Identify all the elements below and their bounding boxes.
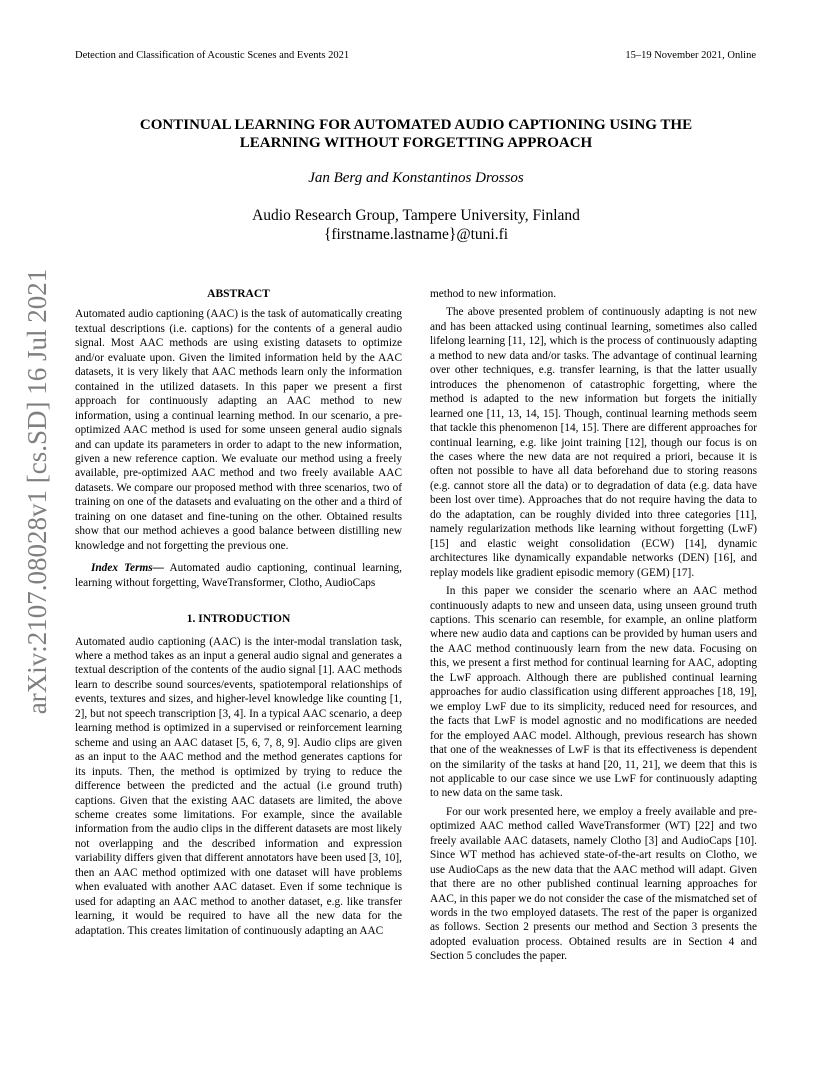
affiliation: Audio Research Group, Tampere University, Finland <box>252 207 580 224</box>
email: {firstname.lastname}@tuni.fi <box>323 226 509 243</box>
intro-paragraph-1: Automated audio captioning (AAC) is the inter-modal translation task, where a method takes as an input a general audio signal and generates a textual description of the contents of the audio signal [1]. AAC methods learn to describe sound sources/events, spatiotemporal relationships of events, textures and sizes, and higher-level knowledge like counting [1, 2], but not speech transcription [3, 4]. In a typical AAC scenario, a deep learning method is optimized in a supervised or reinforcement learning scheme and using an AAC dataset [5, 6, 7, 8, 9]. Audio clips are given as an input to the AAC method and the method generates captions for its inputs. Then, the method is optimized by trying to reduce the difference between the predicted and the actual (i.e ground truth) captions. Given that the existing AAC datasets are limited, the above scheme creates some limitations. For example, since the available information from the audio clips in the different datasets are most likely not overlapping and the described information and expression variability differs given that different annotators have been used [3, 10], then an AAC method optimized with one dataset will have problems when evaluated with another AAC dataset. Even if some technique is used for adapting an AAC method to another dataset, e.g. like transfer learning, it would be required to have all the new data for the adaptation. This creates limitation of continuously adapting an AAC <box>75 635 402 937</box>
conference-header: Detection and Classification of Acoustic Scenes and Events 2021 <box>75 50 350 61</box>
left-column <box>75 287 402 938</box>
index-terms-text: Automated audio captioning, continual learning, learning without forgetting, WaveTransformer, Clotho, AudioCaps <box>75 562 402 589</box>
authors: Jan Berg and Konstantinos Drossos <box>308 170 524 186</box>
intro-paragraph-3: In this paper we consider the scenario where an AAC method continuously adapts to new and unseen data, using unseen ground truth captions. This scenario can resemble, for example, an online platform where new audio data and captions can be provided by human users and the AAC method continuously learn from the new data. Focusing on this, we present a first method for continual learning for AAC, adopting the LwF approach. Although there are published continual learning approaches for audio classification using different approaches [18, 19], we employ LwF due to its simplicity, reduced need for resources, and the facts that LwF is model agnostic and no modifications are needed for the employed AAC model. Although, previous research has shown that one of the weaknesses of LwF is that its effectiveness is dependent on the similarity of the tasks at hand [20, 11, 21], we deem that this is not applicable to our case since we use LwF for continuously adapting to new data on the same task. <box>430 585 757 800</box>
arxiv-stamp-text: arXiv:2107.08028v1 [cs.SD] 16 Jul 2021 <box>22 268 53 714</box>
affiliation-block <box>75 206 757 244</box>
title-line-2: LEARNING WITHOUT FORGETTING APPROACH <box>239 135 593 151</box>
right-column <box>430 287 757 964</box>
paper-title <box>75 116 757 152</box>
conference-dates: 15–19 November 2021, Online <box>625 50 756 61</box>
intro-paragraph-4: For our work presented here, we employ a freely available and pre-optimized AAC method called WaveTransformer (WT) [22] and two freely available AAC datasets, namely Clotho [3] and AudioCaps [10]. Since WT method has achieved state-of-the-art results on Clotho, we use AudioCaps as the new data that the AAC method will adapt. Given that there are no other published continual learning approaches for AAC, in this paper we do not consider the case of the mismatched set of words in the two employed datasets. The rest of the paper is organized as follows. Section 2 presents our method and Section 3 presents the adopted evaluation process. Obtained results are in Section 4 and Section 5 concludes the paper. <box>430 805 757 963</box>
title-line-1: CONTINUAL LEARNING FOR AUTOMATED AUDIO CAPTIONING USING THE <box>139 117 693 133</box>
index-terms-label: Index Terms— <box>91 562 164 575</box>
introduction-heading: 1. INTRODUCTION <box>186 613 291 626</box>
arxiv-stamp <box>14 268 62 714</box>
intro-continuation: method to new information. <box>430 288 557 300</box>
abstract-text: Automated audio captioning (AAC) is the task of automatically creating textual descriptions (i.e. captions) for the contents of a general audio signal. Most AAC methods are using existing datasets to optimize and/or evaluate upon. Given the limited information held by the AAC datasets, it is very likely that AAC methods learn only the information contained in the utilized datasets. In this paper we present a first approach for continuously adapting an AAC method to new information, using a continual learning method. In our scenario, a pre-optimized AAC method is used for some unseen general audio signals and can update its parameters in order to adapt to the new information, given a new reference caption. We evaluate our method using a freely available, pre-optimized AAC method and two freely available AAC datasets. We compare our proposed method with three scenarios, two of training on one of the datasets and evaluating on the other and a third of training on one dataset and fine-tuning on the other. Obtained results show that our method achieves a good balance between distilling new knowledge and not forgetting the previous one. <box>75 308 402 552</box>
abstract-heading: ABSTRACT <box>207 288 270 300</box>
index-terms <box>75 561 402 590</box>
intro-paragraph-2: The above presented problem of continuously adapting is not new and has been attacked using continual learning, sometimes also called lifelong learning [11, 12], which is the process of continuously adapting a method to new data and/or tasks. The advantage of continual learning over other techniques, e.g. transfer learning, is that the latter usually introduces the phenomenon of catastrophic forgetting, where the method is adapted to the new information but forgets the initially learned one [11, 13, 14, 15]. Though, continual learning methods seem that tackle this phenomenon [14, 15]. There are different approaches for continual learning, e.g. like joint training [12], though our focus is on the cases where the new data are not required a priori, because it is often not possible to have all data beforehand due to storing reasons (e.g. cannot store all the data) or to degradation of data (e.g. data have been lost over time). Approaches that do not require having the data to do the adaptation, can be roughly divided into three categories [11], namely regularization methods like learning without forgetting (LwF) [15] and elastic weight consolidation (ECW) [14], dynamic architectures like dynamically expandable networks (DEN) [16], and replay models like gradient episodic memory (GEM) [17]. <box>430 306 757 579</box>
